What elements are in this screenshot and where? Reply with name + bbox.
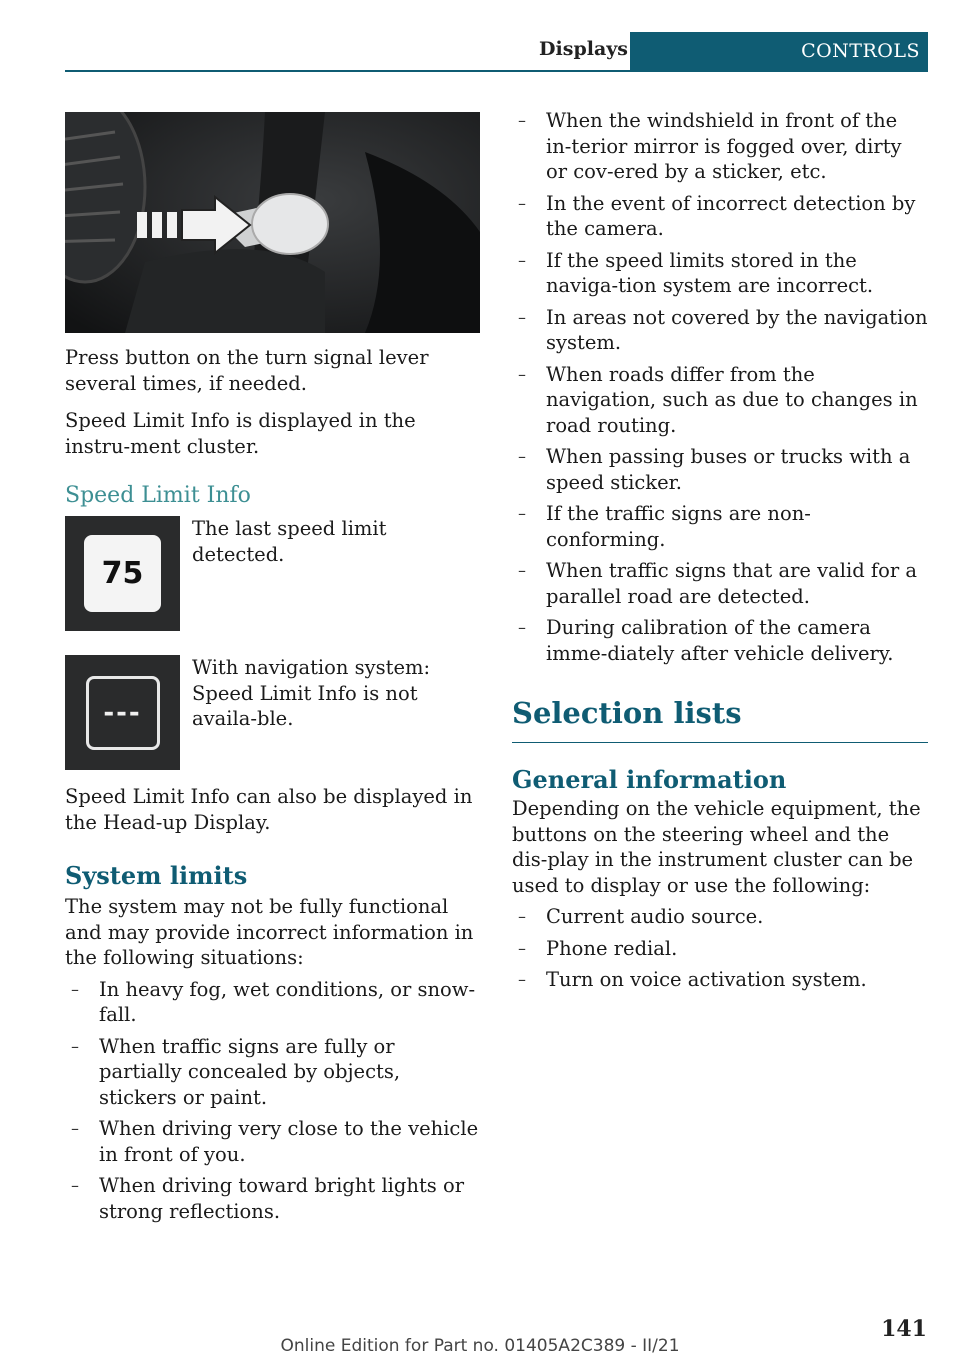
- speed-limit-info-heading: Speed Limit Info: [65, 483, 251, 508]
- list-item: – Turn on voice activation system.: [512, 967, 928, 993]
- list-item: – During calibration of the camera imme‐diately after vehicle delivery.: [512, 615, 928, 666]
- dash-icon: –: [518, 618, 526, 637]
- list-item: – When traffic signs are fully or partially concealed by objects, stickers or paint.: [65, 1034, 480, 1111]
- unavailable-value: ---: [86, 676, 160, 750]
- edition-note: Online Edition for Part no. 01405A2C389 - II/21: [280, 1336, 680, 1356]
- dash-icon: –: [71, 1176, 79, 1195]
- turn-signal-lever-photo: [65, 112, 480, 333]
- instruction-paragraph: Press button on the turn signal lever several times, if needed.: [65, 346, 429, 395]
- unavailable-sign-caption: With navigation system: Speed Limit Info is not availa‐ble.: [192, 656, 431, 730]
- header-rule: [65, 70, 928, 72]
- turn-signal-lever-illustration: [65, 112, 480, 333]
- general-information-heading: General information: [512, 765, 787, 794]
- speed-limit-unavailable-sign: [65, 655, 180, 770]
- header-section-title: Displays: [539, 38, 628, 60]
- dash-icon: –: [518, 193, 526, 213]
- system-limits-intro: The system may not be fully functional and may provide incorrect information in the following situations:: [65, 895, 474, 969]
- page-footer: [0, 1316, 960, 1356]
- dash-icon: –: [518, 250, 526, 270]
- page-header: [65, 32, 928, 72]
- dash-icon: –: [518, 970, 526, 989]
- speed-limit-sign-caption: The last speed limit detected.: [192, 517, 387, 566]
- header-chapter-tab: CONTROLS: [630, 32, 928, 70]
- dash-icon: –: [518, 938, 526, 958]
- dash-icon: –: [518, 447, 526, 466]
- list-item: – When driving very close to the vehicle in front of you.: [65, 1116, 480, 1167]
- general-information-intro: Depending on the vehicle equipment, the buttons on the steering wheel and the dis‐play in the instrument cluster can be used to display or use the following:: [512, 797, 921, 897]
- unavailable-sign-row: [65, 655, 480, 770]
- selection-lists-heading: Selection lists: [512, 696, 928, 743]
- display-paragraph: Speed Limit Info is displayed in the instru‐ment cluster.: [65, 409, 416, 458]
- dash-icon: –: [71, 1036, 79, 1056]
- speed-limit-value: 75: [84, 535, 161, 612]
- list-item: – In the event of incorrect detection by the camera.: [512, 191, 928, 242]
- dash-icon: –: [71, 1119, 79, 1138]
- head-up-display-paragraph: Speed Limit Info can also be displayed in the Head-up Display.: [65, 785, 473, 834]
- selection-options-list: [512, 904, 928, 993]
- speed-limit-75-sign: [65, 516, 180, 631]
- list-item: – When traffic signs that are valid for a parallel road are detected.: [512, 558, 928, 609]
- list-item: – When the windshield in front of the in‐terior mirror is fogged over, dirty or cov‐ered by a sticker, etc.: [512, 108, 928, 185]
- list-item: – When roads differ from the navigation, such as due to changes in road routing.: [512, 362, 928, 439]
- system-limits-list: [65, 977, 480, 1225]
- list-item: – In heavy fog, wet conditions, or snow‐fall.: [65, 977, 480, 1028]
- list-item: – If the speed limits stored in the naviga‐tion system are incorrect.: [512, 248, 928, 299]
- dash-icon: –: [518, 907, 526, 926]
- dash-icon: –: [518, 504, 526, 523]
- right-column: [512, 108, 928, 999]
- system-limits-list-continued: [512, 108, 928, 666]
- list-item: – When passing buses or trucks with a speed sticker.: [512, 444, 928, 495]
- list-item: – In areas not covered by the navigation system.: [512, 305, 928, 356]
- dash-icon: –: [518, 364, 526, 384]
- speed-limit-sign-row: [65, 516, 480, 631]
- list-item: – When driving toward bright lights or strong reflections.: [65, 1173, 480, 1224]
- dash-icon: –: [518, 561, 526, 580]
- dash-icon: –: [518, 307, 526, 327]
- dash-icon: –: [71, 979, 79, 999]
- page-number: 141: [881, 1316, 927, 1342]
- dash-icon: –: [518, 111, 526, 130]
- list-item: – Phone redial.: [512, 936, 928, 962]
- system-limits-heading: System limits: [65, 861, 248, 890]
- list-item: – If the traffic signs are non-conforming.: [512, 501, 928, 552]
- list-item: – Current audio source.: [512, 904, 928, 930]
- left-column: [65, 112, 480, 1230]
